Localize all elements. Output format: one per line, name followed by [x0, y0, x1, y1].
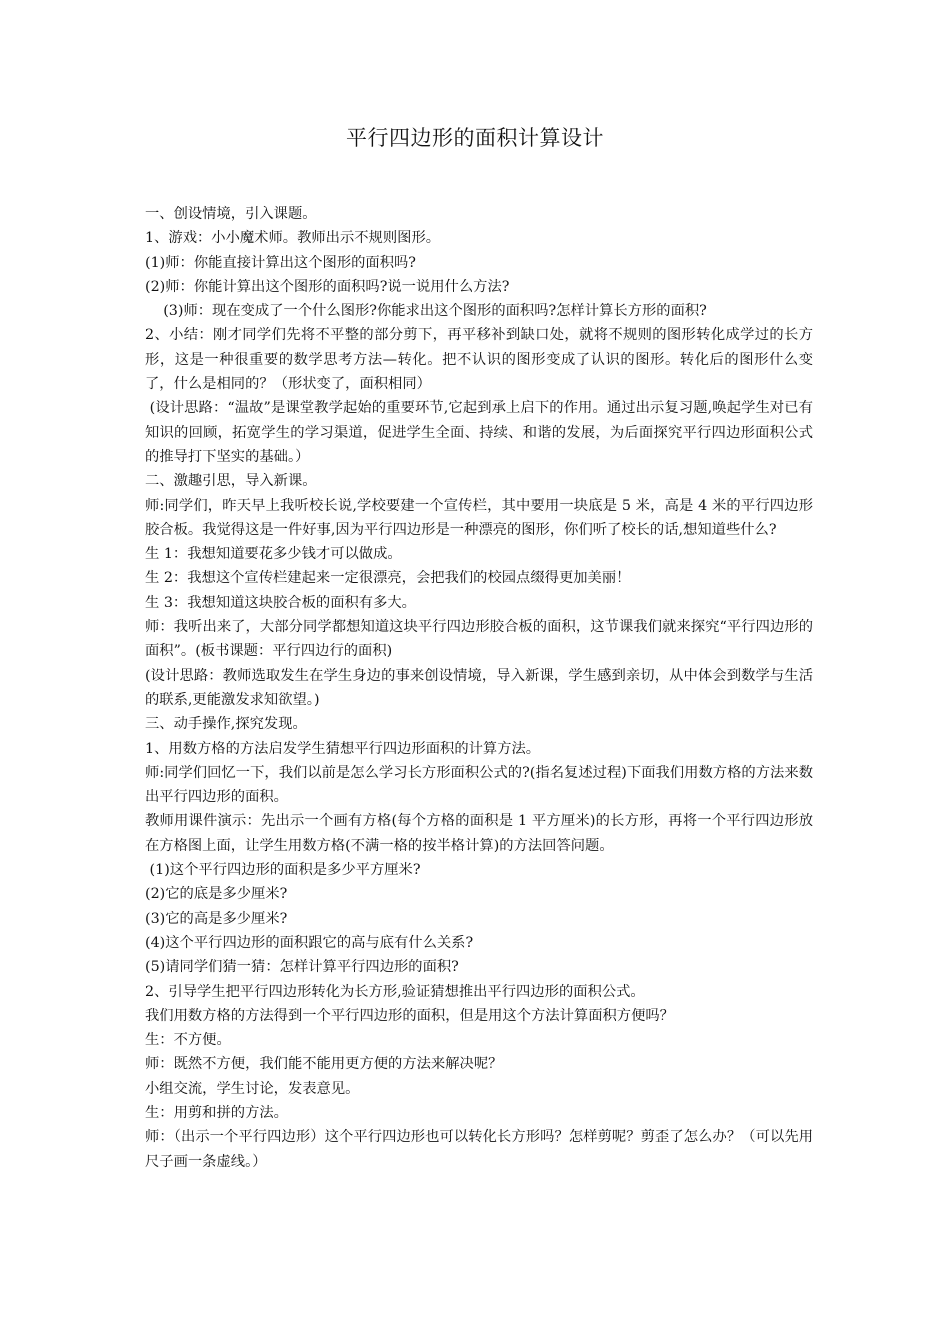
question-item: (2)它的底是多少厘米? [145, 886, 288, 903]
paragraph: 师:同学们，昨天早上我听校长说,学校要建一个宣传栏，其中要用一块底是 5 米，高是 4 米的平行四边形胶合板。我觉得这是一件好事,因为平行四边形是一种漂亮的图形，你们听了校长的话,想知道些什么? [145, 497, 813, 538]
paragraph: 1、游戏：小小魔术师。教师出示不规则图形。 [145, 230, 441, 247]
paragraph: 生 3：我想知道这块胶合板的面积有多大。 [145, 594, 416, 611]
paragraph: 1、用数方格的方法启发学生猜想平行四边形面积的计算方法。 [145, 740, 541, 757]
paragraph: 生 1：我想知道要花多少钱才可以做成。 [145, 546, 402, 563]
paragraph: 生 2：我想这个宣传栏建起来一定很漂亮，会把我们的校园点缀得更加美丽！ [145, 570, 631, 587]
design-note: (设计思路：教师选取发生在学生身边的事来创设情境，导入新课，学生感到亲切，从中体会到数学与生活的联系,更能激发求知欲望。) [145, 667, 813, 708]
paragraph: 我们用数方格的方法得到一个平行四边形的面积，但是用这个方法计算面积方便吗？ [145, 1007, 674, 1024]
paragraph: 生：用剪和拼的方法。 [145, 1104, 288, 1121]
paragraph: 师：（出示一个平行四边形）这个平行四边形也可以转化长方形吗？怎样剪呢？剪歪了怎么办？（可以先用尺子画一条虚线。） [145, 1129, 813, 1170]
paragraph: 师:同学们回忆一下，我们以前是怎么学习长方形面积公式的?(指名复述过程)下面我们用数方格的方法来数出平行四边形的面积。 [145, 764, 813, 806]
paragraph: (3)师：现在变成了一个什么图形?你能求出这个图形的面积吗?怎样计算长方形的面积? [145, 303, 707, 320]
section-heading: 一、创设情境，引入课题。 [145, 206, 317, 222]
paragraph: (1)师：你能直接计算出这个图形的面积吗? [145, 254, 416, 271]
question-item: (5)请同学们猜一猜：怎样计算平行四边形的面积? [145, 959, 459, 976]
paragraph: (2)师：你能计算出这个图形的面积吗?说一说用什么方法? [145, 278, 510, 295]
section-heading: 二、激趣引思，导入新课。 [145, 473, 317, 490]
paragraph: 生：不方便。 [145, 1032, 231, 1049]
document-title: 平行四边形的面积计算设计 [346, 126, 604, 150]
paragraph: 教师用课件演示：先出示一个画有方格(每个方格的面积是 1 平方厘米)的长方形，再将一个平行四边形放在方格图上面，让学生用数方格(不满一格的按半格计算)的方法回答问题。 [145, 813, 813, 854]
design-note: (设计思路：“温故”是课堂教学起始的重要环节,它起到承上启下的作用。通过出示复习题,唤起学生对已有知识的回顾，拓宽学生的学习渠道，促进学生全面、持续、和谐的发展，为后面探究平行四边形面积公式的推导打下坚实的基础。） [145, 400, 814, 465]
paragraph: 小组交流，学生讨论，发表意见。 [145, 1080, 360, 1097]
paragraph: 师：既然不方便，我们能不能用更方便的方法来解决呢？ [145, 1056, 503, 1073]
document-body [145, 202, 813, 1174]
paragraph: 2、引导学生把平行四边形转化为长方形,验证猜想推出平行四边形的面积公式。 [145, 983, 645, 1000]
paragraph: 师：我听出来了，大部分同学都想知道这块平行四边形胶合板的面积，这节课我们就来探究“平行四边形的面积”。(板书课题：平行四边行的面积) [145, 619, 813, 660]
question-item: (3)它的高是多少厘米? [145, 910, 288, 927]
question-item: (4)这个平行四边形的面积跟它的高与底有什么关系? [145, 934, 474, 951]
section-heading: 三、动手操作,探究发现。 [145, 716, 307, 733]
paragraph: 2、小结：刚才同学们先将不平整的部分剪下，再平移补到缺口处，就将不规则的图形转化成学过的长方形，这是一种很重要的数学思考方法—转化。把不认识的图形变成了认识的图形。转化后的图形什么变了，什么是相同的？（形状变了，面积相同） [145, 327, 813, 393]
question-item: (1)这个平行四边形的面积是多少平方厘米? [145, 862, 421, 879]
